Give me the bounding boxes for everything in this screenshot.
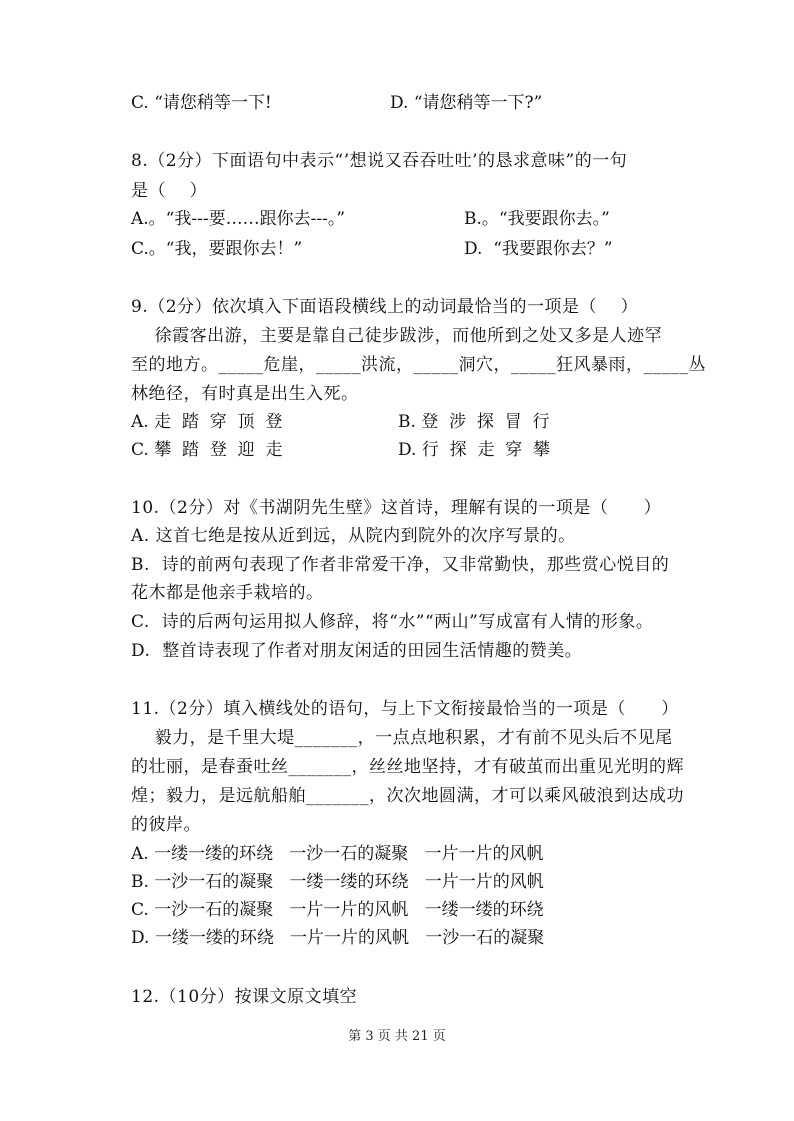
q11-option-d: D. 一缕一缕的环绕 一片一片的风帆 一沙一石的凝聚 (131, 928, 545, 948)
q8-stem-line1: 8.（2分）下面语句中表示“’想说又吞吞吐吐’的恳求意味”的一句 (131, 151, 628, 171)
q10-option-a: A. 这首七绝是按从近到远，从院内到院外的次序写景的。 (131, 526, 576, 546)
q11-paragraph-line3: 煌；毅力，是远航船舶_______，次次地圆满，才可以乘风破浪到达成功 (131, 786, 684, 806)
q7-option-c: C. “请您稍等一下! (131, 93, 272, 113)
q9-option-a: A. 走 踏 穿 顶 登 (131, 412, 283, 432)
q10-option-d: D. 整首诗表现了作者对朋友闲适的田园生活情趣的赞美。 (131, 641, 583, 661)
q10-stem: 10.（2分）对《书湖阴先生壁》这首诗，理解有误的一项是（ ） (131, 498, 662, 518)
q9-paragraph-line1: 徐霞客出游，主要是靠自己徒步跋涉，而他所到之处又多是人迹罕 (131, 326, 663, 346)
q11-stem: 11.（2分）填入横线处的语句，与上下文衔接最恰当的一项是（ ） (131, 699, 679, 719)
q11-option-c: C. 一沙一石的凝聚 一片一片的风帆 一缕一缕的环绕 (131, 900, 544, 920)
q8-stem-line2: 是（ ） (131, 181, 208, 201)
q11-paragraph-line1: 毅力，是千里大堤_______，一点点地积累，才有前不见头后不见尾 (131, 728, 673, 748)
page-footer: 第 3 页 共 21 页 (348, 1029, 446, 1044)
q8-option-b: B.。“我要跟你去。” (464, 209, 610, 229)
q9-paragraph-line2: 至的地方。_____危崖，_____洪流，_____洞穴，_____狂风暴雨，_____丛 (131, 355, 706, 375)
q9-option-c: C. 攀 踏 登 迎 走 (131, 440, 283, 460)
q8-option-d: D. “我要跟你去？” (464, 239, 613, 259)
q10-option-c: C. 诗的后两句运用拟人修辞，将“水”“两山”写成富有人情的形象。 (131, 612, 654, 632)
q8-option-c: C.。“我，要跟你去！” (131, 239, 303, 259)
q12-stem: 12.（10分）按课文原文填空 (131, 987, 358, 1007)
q9-paragraph-line3: 林绝径，有时真是出生入死。 (131, 384, 359, 404)
q7-option-d: D. “请您稍等一下?” (390, 93, 543, 113)
q11-paragraph-line2: 的壮丽，是春蚕吐丝_______，丝丝地坚持，才有破茧而出重见光明的辉 (131, 757, 684, 777)
q10-option-b-line2: 花木都是他亲手栽培的。 (131, 583, 324, 603)
q11-option-b: B. 一沙一石的凝聚 一缕一缕的环绕 一片一片的风帆 (131, 872, 544, 892)
q9-option-d: D. 行 探 走 穿 攀 (398, 440, 551, 460)
q11-option-a: A. 一缕一缕的环绕 一沙一石的凝聚 一片一片的风帆 (131, 844, 544, 864)
q10-option-b-line1: B. 诗的前两句表现了作者非常爱干净，又非常勤快，那些赏心悦目的 (131, 555, 670, 575)
q8-option-a: A.。“我---要……跟你去---。” (131, 209, 346, 229)
q9-option-b: B. 登 涉 探 冒 行 (398, 412, 550, 432)
q11-paragraph-line4: 的彼岸。 (131, 815, 201, 835)
q9-stem: 9.（2分）依次填入下面语段横线上的动词最恰当的一项是（ ） (131, 297, 639, 317)
